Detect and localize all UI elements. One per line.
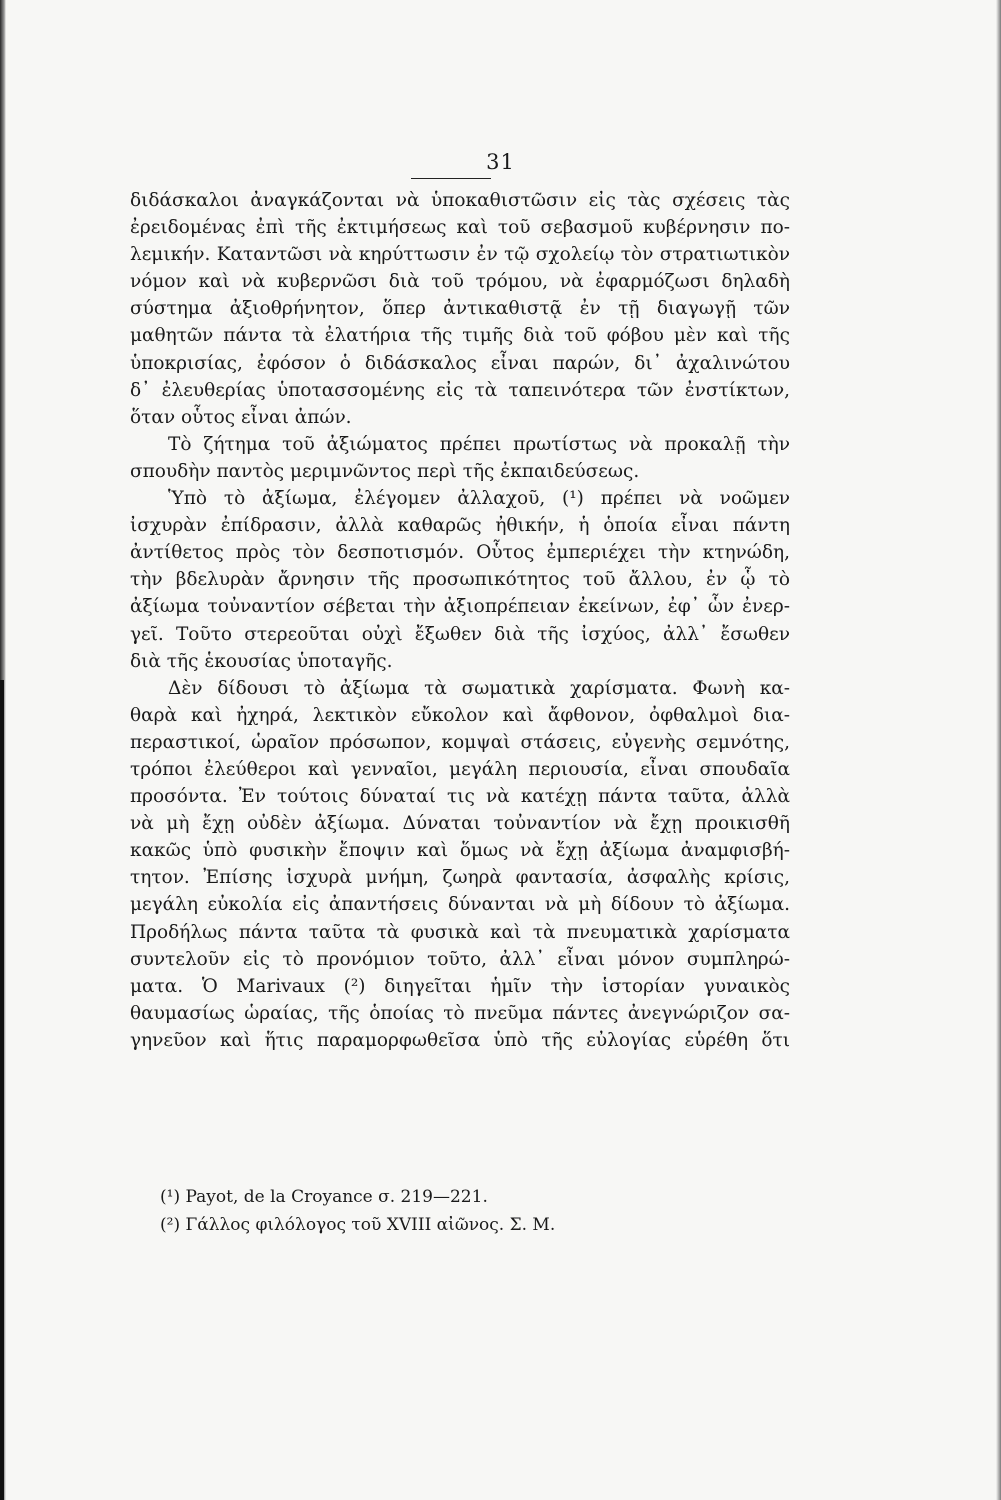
- text-line: θαυμασίως ὡραίας, τῆς ὁποίας τὸ πνεῦμα πάντες ἀνεγνώριζον σα-: [130, 1002, 790, 1024]
- text-line: ἀντίθετος πρὸς τὸν δεσποτισμόν. Οὗτος ἐμπεριέχει τὴν κτηνώδη,: [130, 542, 790, 564]
- page-number: 31: [486, 150, 515, 174]
- text-line: ὑποκρισίας, ἐφόσον ὁ διδάσκαλος εἶναι παρών, δι᾽ ἀχαλινώτου: [130, 352, 790, 374]
- footnote-1: (¹) Payot, de la Croyance σ. 219—221.: [160, 1187, 488, 1207]
- text-line: γεῖ. Τοῦτο στερεοῦται οὐχὶ ἔξωθεν διὰ τῆς ἰσχύος, ἀλλ᾽ ἔσωθεν: [130, 623, 790, 645]
- text-line: τητον. Ἐπίσης ἰσχυρὰ μνήμη, ζωηρὰ φαντασία, ἀσφαλὴς κρίσις,: [130, 867, 790, 889]
- page-right-edge-shadow: [996, 0, 1001, 1500]
- text-line: σπουδὴν παντὸς μεριμνῶντος περὶ τῆς ἐκπαιδεύσεως.: [130, 460, 640, 482]
- text-line: νόμον καὶ νὰ κυβερνῶσι διὰ τοῦ τρόμου, νὰ ἐφαρμόζωσι δηλαδὴ: [130, 271, 790, 293]
- text-line: συντελοῦν εἰς τὸ προνόμιον τοῦτο, ἀλλ᾽ εἶναι μόνον συμπληρώ-: [130, 948, 790, 970]
- text-line: τρόποι ἐλεύθεροι καὶ γενναῖοι, μεγάλη περιουσία, εἶναι σπουδαῖα: [130, 758, 790, 780]
- text-line: Προδήλως πάντα ταῦτα τὰ φυσικὰ καὶ τὰ πνευματικὰ χαρίσματα: [130, 921, 790, 943]
- text-line: ὅταν οὗτος εἶναι ἀπών.: [130, 406, 352, 428]
- text-line: διὰ τῆς ἑκουσίας ὑποταγῆς.: [130, 650, 393, 672]
- text-line: μεγάλη εὐκολία εἰς ἀπαντήσεις δύνανται νὰ μὴ δίδουν τὸ ἀξίωμα.: [130, 894, 790, 916]
- footnotes: [160, 1183, 720, 1239]
- text-line: κακῶς ὑπὸ φυσικὴν ἔποψιν καὶ ὅμως νὰ ἔχῃ ἀξίωμα ἀναμφισβή-: [130, 840, 790, 862]
- text-line: νὰ μὴ ἔχῃ οὐδὲν ἀξίωμα. Δύναται τοὐναντίον νὰ ἔχῃ προικισθῆ: [130, 813, 790, 835]
- text-line: Δὲν δίδουσι τὸ ἀξίωμα τὰ σωματικὰ χαρίσματα. Φωνὴ κα-: [168, 677, 790, 699]
- text-line: Ὑπὸ τὸ ἀξίωμα, ἐλέγομεν ἀλλαχοῦ, (¹) πρέπει νὰ νοῶμεν: [168, 488, 790, 510]
- text-line: περαστικοί, ὡραῖον πρόσωπον, κομψαὶ στάσεις, εὐγενὴς σεμνότης,: [130, 731, 790, 753]
- text-line: ἐρειδομένας ἐπὶ τῆς ἐκτιμήσεως καὶ τοῦ σεβασμοῦ κυβέρνησιν πο-: [130, 217, 790, 239]
- text-line: σύστημα ἀξιοθρήνητον, ὅπερ ἀντικαθιστᾷ ἐν τῇ διαγωγῇ τῶν: [130, 298, 790, 320]
- page-fold-edge: [0, 680, 4, 1500]
- text-line: ματα. Ὁ Marivaux (²) διηγεῖται ἡμῖν τὴν ἱστορίαν γυναικὸς: [130, 975, 790, 997]
- text-line: θαρὰ καὶ ἠχηρά, λεκτικὸν εὔκολον καὶ ἄφθονον, ὀφθαλμοὶ δια-: [130, 704, 790, 726]
- text-line: διδάσκαλοι ἀναγκάζονται νὰ ὑποκαθιστῶσιν εἰς τὰς σχέσεις τὰς: [130, 190, 790, 211]
- text-line: δ᾽ ἐλευθερίας ὑποτασσομένης εἰς τὰ ταπεινότερα τῶν ἐνστίκτων,: [130, 379, 790, 401]
- text-line: ἀξίωμα τοὐναντίον σέβεται τὴν ἀξιοπρέπειαν ἐκείνων, ἐφ᾽ ὧν ἐνερ-: [130, 596, 790, 618]
- text-line: τὴν βδελυρὰν ἄρνησιν τῆς προσωπικότητος τοῦ ἄλλου, ἐν ᾧ τὸ: [130, 569, 790, 591]
- text-line: γηνεῦον καὶ ἥτις παραμορφωθεῖσα ὑπὸ τῆς εὐλογίας εὑρέθη ὅτι: [130, 1029, 790, 1051]
- footnote-2: (²) Γάλλος φιλόλογος τοῦ XVIII αἰῶνος. Σ. Μ.: [160, 1215, 556, 1235]
- text-line: μαθητῶν πάντα τὰ ἐλατήρια τῆς τιμῆς διὰ τοῦ φόβου μὲν καὶ τῆς: [130, 325, 790, 347]
- text-line: λεμικήν. Καταντῶσι νὰ κηρύττωσιν ἐν τῷ σχολείῳ τὸν στρατιωτικὸν: [130, 244, 790, 266]
- text-line: προσόντα. Ἐν τούτοις δύναταί τις νὰ κατέχῃ πάντα ταῦτα, ἀλλὰ: [130, 786, 790, 808]
- page-number-underline: [411, 178, 491, 179]
- text-line: ἰσχυρὰν ἐπίδρασιν, ἀλλὰ καθαρῶς ἠθικήν, ἡ ὁποία εἶναι πάντη: [130, 515, 790, 537]
- text-line: Τὸ ζήτημα τοῦ ἀξιώματος πρέπει πρωτίστως νὰ προκαλῇ τὴν: [168, 433, 790, 455]
- body-text: [130, 187, 790, 1054]
